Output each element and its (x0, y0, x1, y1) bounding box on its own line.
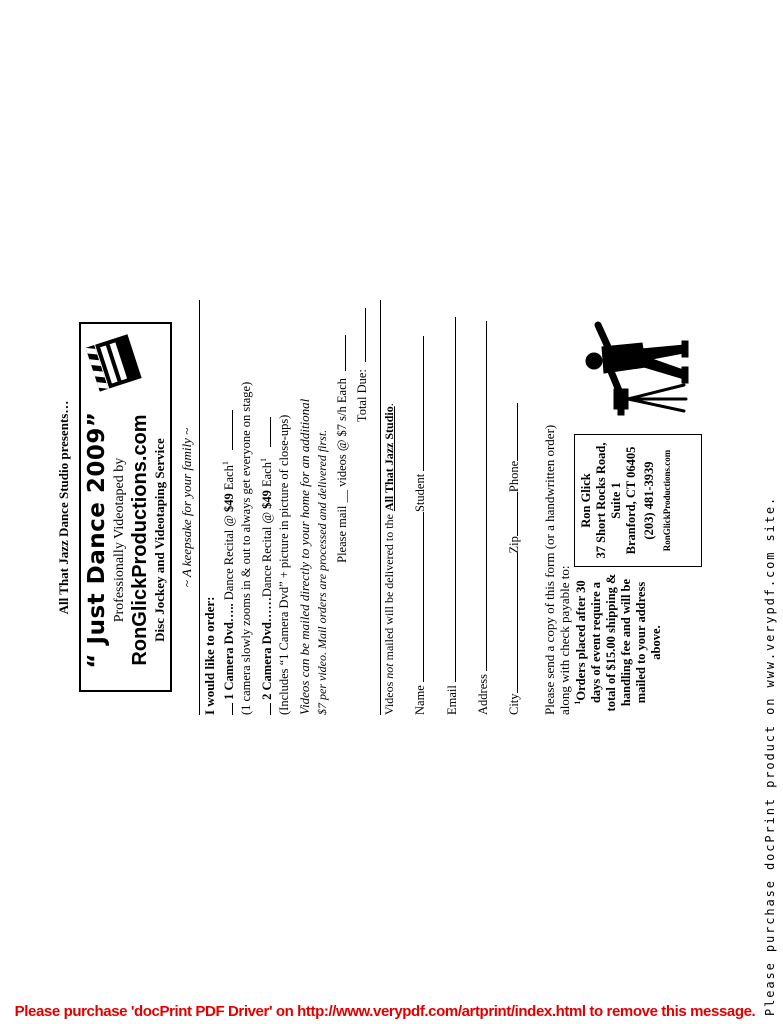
name-row (412, 336, 429, 715)
payment-instructions: Please send a copy of this form (or a handwritten order) along with check payable to: (542, 424, 572, 715)
city-row (506, 403, 523, 715)
item-2-note: (Includes “1 Camera Dvd” + picture in picture of close-ups) (277, 414, 291, 715)
item-2-row: 2 Camera Dvd……Dance Recital @ $49 Each$^1$ (259, 300, 276, 715)
address-label: Address (476, 674, 490, 715)
item-1-note: (1 camera slowly zooms in & out to always get everyone on stage) (239, 381, 253, 715)
late-order-notice: $^1$Orders placed after 30 days of event require a total of $15.00 shipping & handling fee and will be mailed to your address above. (572, 573, 663, 712)
mail-amount-blank[interactable] (334, 335, 346, 371)
mail-note-1: Videos can be mailed directly to your home for an additional (297, 398, 312, 715)
order-form (52, 65, 702, 715)
keepsake-line: ~ A keepsake for your family ~ (179, 427, 194, 588)
zip-input[interactable] (506, 492, 518, 536)
clapperboard-icon (83, 328, 143, 394)
event-title: “ Just Dance 2009” (84, 411, 110, 669)
contact-city: Branford, CT 06405 (624, 446, 638, 555)
item-2-amount-blank[interactable] (259, 417, 271, 447)
address-row (475, 321, 492, 715)
item-1-row: 1 Camera Dvd….. Dance Recital @ $49 Each$^1$ (221, 300, 238, 715)
student-input[interactable] (412, 336, 424, 471)
contact-suite: Suite 1 (609, 482, 623, 519)
city-label: City (507, 693, 521, 715)
videographer-icon (580, 305, 698, 423)
side-watermark: Please purchase docPrint product on www.verypdf.com site. (763, 495, 777, 1016)
contact-street: 37 Short Rocks Road, (594, 442, 608, 559)
order-heading: I would like to order: (202, 596, 217, 715)
item-1-amount-blank[interactable] (221, 410, 233, 450)
email-label: Email (445, 685, 459, 715)
contact-website: RonGlickProductions.com (662, 449, 672, 552)
contact-phone: (203) 481-3939 (642, 461, 656, 540)
email-input[interactable] (444, 317, 456, 682)
presents-line: All That Jazz Dance Studio presents… (56, 400, 71, 615)
company-website: RonGlickProductions.com (129, 414, 151, 666)
mail-qty-row: Please mail __ videos @ $7 s/h Each (334, 300, 351, 715)
total-amount-blank[interactable] (354, 308, 366, 362)
total-row: Total Due: (354, 300, 371, 715)
phone-label: Phone (507, 460, 521, 493)
delivery-note: Videos not mailed will be delivered to the All That Jazz Studio. (382, 403, 396, 715)
order-section (199, 300, 381, 715)
address-input[interactable] (475, 321, 487, 671)
service-line: Disc Jockey and Videotaping Service (152, 438, 167, 642)
tagline: Professionally Videotaped by (112, 457, 127, 623)
name-input[interactable] (412, 512, 424, 682)
phone-input[interactable] (506, 403, 518, 461)
mail-note-2: $7 per video. Mail orders are processed and delivered first. (315, 429, 329, 715)
student-label: Student (413, 473, 427, 513)
city-input[interactable] (506, 553, 518, 693)
item-1-qty-blank[interactable] (221, 703, 233, 715)
email-row (444, 317, 461, 715)
title-box (79, 322, 172, 692)
name-label: Name (413, 685, 427, 715)
zip-label: Zip (507, 536, 521, 554)
contact-box (574, 434, 702, 567)
purchase-banner[interactable]: Please purchase 'docPrint PDF Driver' on http://www.verypdf.com/artprint/index.html to remove this message. (14, 1003, 756, 1020)
contact-name: Ron Glick (579, 473, 593, 528)
item-2-qty-blank[interactable] (259, 703, 271, 715)
